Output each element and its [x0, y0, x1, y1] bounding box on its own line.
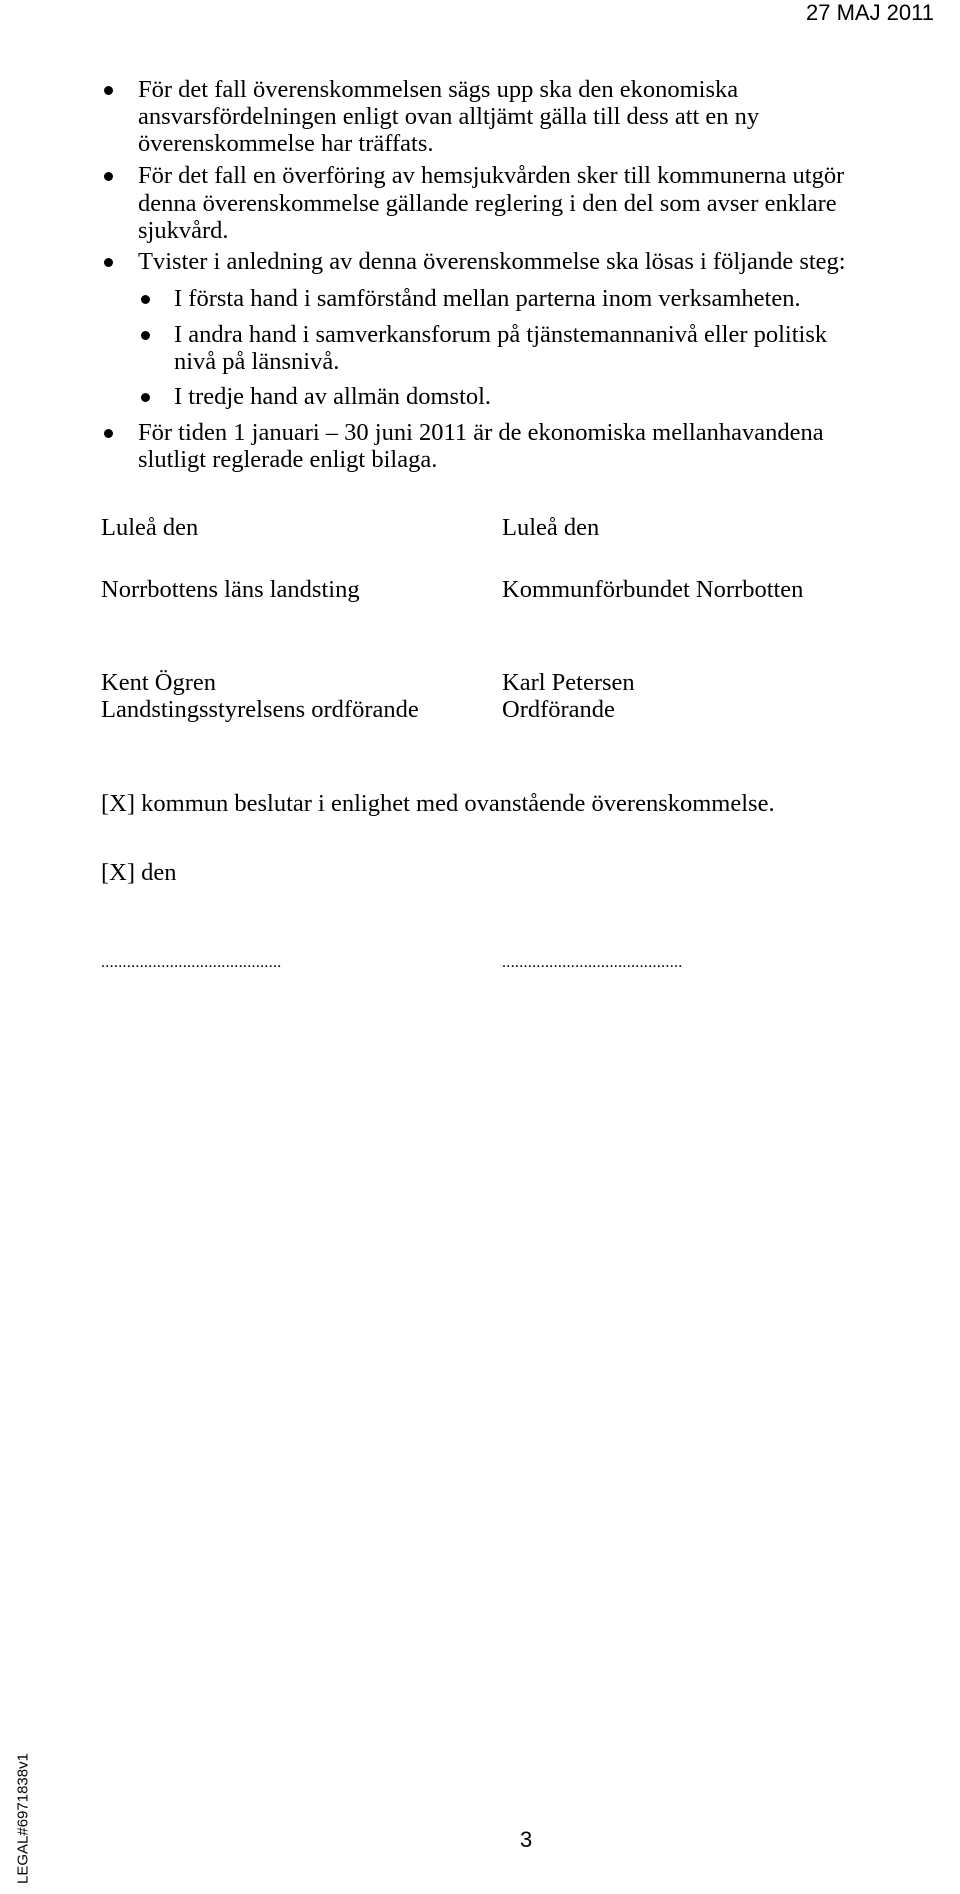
sub-bullet-icon [141, 331, 150, 340]
sub-bullet-icon [141, 393, 150, 402]
sub-paragraph-line: I tredje hand av allmän domstol. [174, 383, 492, 410]
paragraph-line: sjukvård. [138, 217, 229, 244]
header-date: 27 MAJ 2011 [805, 0, 934, 25]
decision-place-date: [X] den [101, 859, 177, 886]
sub-paragraph-line: I andra hand i samverkansforum på tjänstemannanivå eller politisk [174, 321, 828, 348]
sub-paragraph-line: nivå på länsnivå. [174, 348, 340, 375]
sub-bullet-icon [141, 295, 150, 304]
paragraph-line: För tiden 1 januari – 30 juni 2011 är de ekonomiska mellanhavandena [138, 419, 824, 446]
paragraph-line: denna överenskommelse gällande reglering i den del som avser enklare [138, 190, 837, 217]
bullet-icon [104, 429, 113, 438]
bullet-icon [104, 258, 113, 267]
left-place-date: Luleå den [101, 514, 199, 541]
bullet-icon [104, 86, 113, 95]
right-signatory-title: Ordförande [502, 696, 615, 723]
left-signatory-name: Kent Ögren [101, 669, 216, 696]
document-reference-stamp: LEGAL#6971838v1 [14, 1753, 32, 1884]
paragraph-line: slutligt reglerade enligt bilaga. [138, 446, 438, 473]
right-signatory-name: Karl Petersen [502, 669, 635, 696]
bullet-icon [104, 172, 113, 181]
right-organization: Kommunförbundet Norrbotten [502, 576, 804, 603]
signature-line-left: .......................................... [101, 954, 282, 971]
paragraph-line: För det fall överenskommelsen sägs upp ska den ekonomiska [138, 76, 739, 103]
signature-line-right: .......................................... [502, 954, 683, 971]
left-organization: Norrbottens läns landsting [101, 576, 360, 603]
page-number: 3 [520, 1827, 533, 1852]
decision-statement: [X] kommun beslutar i enlighet med ovanstående överenskommelse. [101, 790, 775, 817]
left-signatory-title: Landstingsstyrelsens ordförande [101, 696, 419, 723]
paragraph-line: överenskommelse har träffats. [138, 130, 434, 157]
paragraph-line: ansvarsfördelningen enligt ovan alltjämt gälla till dess att en ny [138, 103, 760, 130]
sub-paragraph-line: I första hand i samförstånd mellan parterna inom verksamheten. [174, 285, 801, 312]
paragraph-line: För det fall en överföring av hemsjukvården sker till kommunerna utgör [138, 162, 845, 189]
right-place-date: Luleå den [502, 514, 600, 541]
paragraph-line: Tvister i anledning av denna överenskommelse ska lösas i följande steg: [138, 248, 846, 275]
